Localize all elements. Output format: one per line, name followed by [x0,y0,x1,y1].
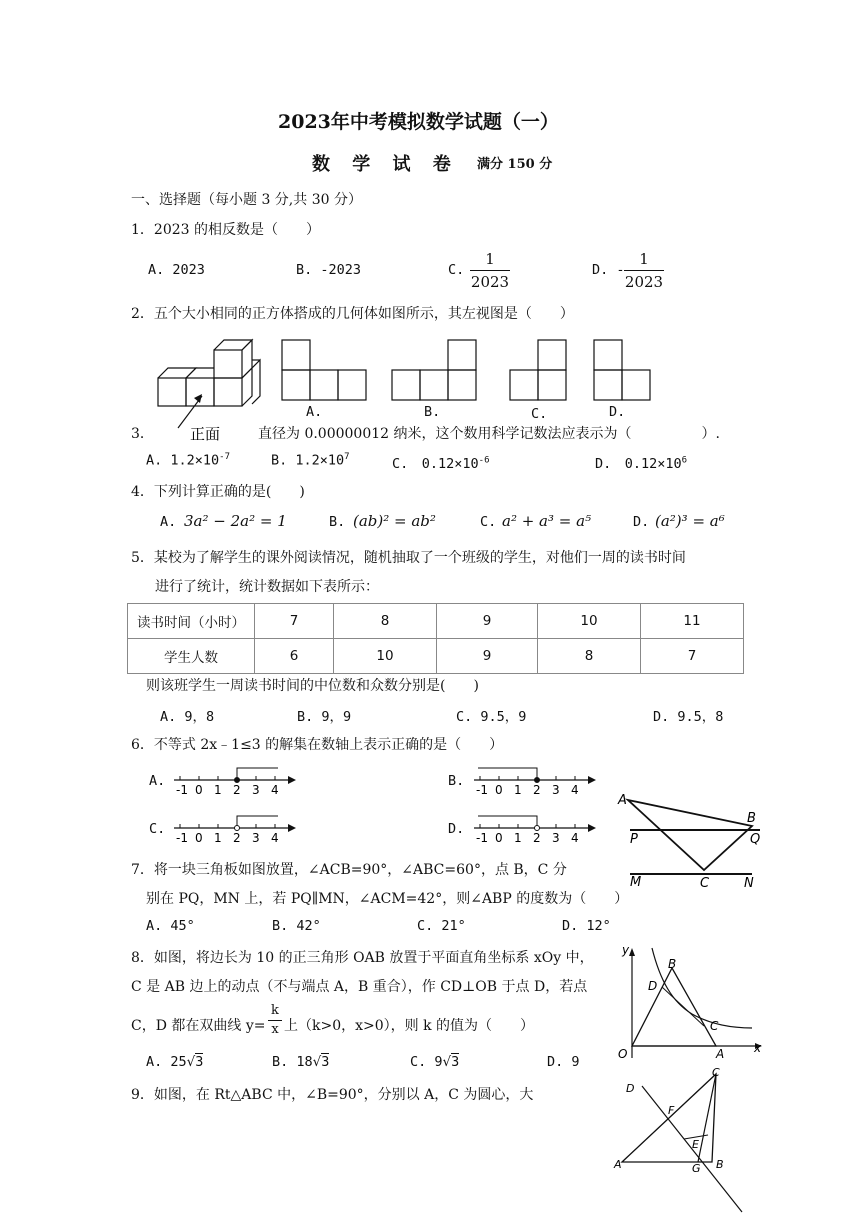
q6-number-line-c [170,808,300,848]
q5-option-c: C. 9.5，9 [456,709,527,725]
q8-k-over-x [268,1004,282,1037]
q9-ag-line [698,1074,716,1162]
q7-label-n: N [744,876,754,891]
q1-option-d-fraction [624,250,664,291]
q2-front-label: 正面 [190,425,221,443]
endpoint-dot [535,826,540,831]
q4-option-a-expr: 3a² − 2a² = 1 [184,512,287,530]
table-cell: 7 [255,604,334,639]
q8-cd-line [662,987,704,1026]
q3-c-exp: -6 [478,455,490,466]
q9-label-d: D [626,1082,635,1095]
tick-label: -1 [176,831,188,845]
q5-question: 则该班学生一周读书时间的中位数和众数分别是( ) [146,678,479,694]
tick-label: 4 [571,831,579,845]
q8-x: x [271,1022,279,1037]
table-cell: 11 [641,604,744,639]
q9-label-b: B [716,1158,724,1171]
q1-d-numerator: 1 [639,250,649,268]
table-cell: 10 [334,639,437,674]
q3-stem-number: 3． [131,426,154,442]
q9-figure [606,1066,756,1216]
q1-c-denominator: 2023 [470,273,510,291]
q4-stem: 4．下列计算正确的是( ) [131,484,305,500]
q3-stem: 直径为 0.00000012 纳米，这个数用科学记数法应表示为（ ）. [258,426,720,442]
q6-label-a: A. [149,773,166,789]
section-heading: 一、选择题（每小题 3 分,共 30 分） [131,192,362,208]
q4-option-a-label: A. [160,514,177,530]
table-cell: 6 [255,639,334,674]
q7-option-d: D. 12° [562,918,611,934]
q8-stem-line1: 8．如图，将边长为 10 的正三角形 OAB 放置于平面直角坐标系 xOy 中， [131,950,594,966]
tick-label: 3 [552,783,560,797]
q3-option-c [392,452,490,472]
q3-c-base: C. 0.12×10 [392,456,479,472]
table-cell: 8 [334,604,437,639]
q7-option-c: C. 21° [417,918,466,934]
table-cell: 7 [641,639,744,674]
q4-option-d-label: D. [633,514,650,530]
q7-label-a: A [618,793,627,808]
q1-option-c-fraction [470,250,510,291]
q8-c-radicand: 3 [451,1054,460,1070]
q6-label-c: C. [149,821,166,837]
q4-option-c-expr: a² + a³ = a⁵ [502,512,592,530]
tick-label: 0 [195,783,203,797]
arrow-icon [588,824,596,832]
q7-triangle [628,800,752,870]
q8-stem-line2: C 是 AB 边上的动点（不与端点 A，B 重合），作 CD⊥OB 于点 D，若点 [131,979,588,995]
q8-a-text: A. 25 [146,1054,187,1070]
page-title: 2023年中考模拟数学试题（一） [278,111,559,133]
q1-option-c-label: C. [448,262,465,278]
q8-label-c: C [710,1019,719,1033]
tick-label: 3 [252,831,260,845]
tick-label: 2 [533,831,541,845]
q6-label-b: B. [448,773,465,789]
q4-option-b-expr: (ab)² = ab² [353,512,436,530]
q8-option-b: B. 18√3 [272,1054,330,1070]
q5-option-d: D. 9.5，8 [653,709,724,725]
q9-stem: 9．如图，在 Rt△ABC 中，∠B=90°，分别以 A，C 为圆心，大 [131,1087,534,1103]
q7-label-m: M [630,875,642,890]
q4-option-d-expr: (a²)³ = a⁶ [655,512,725,530]
q8-label-x: x [754,1041,762,1055]
solution-ray [237,816,278,828]
q3-d-base: D. 0.12×10 [595,456,682,472]
q1-option-d-label: D. - [592,262,625,278]
q8-c-text: C. 9 [410,1054,443,1070]
q2-stem: 2．五个大小相同的正方体搭成的几何体如图所示，其左视图是（ ） [131,306,574,322]
tick-label: -1 [476,831,488,845]
table-cell: 学生人数 [128,639,255,674]
table-cell: 9 [437,639,538,674]
q1-d-denominator: 2023 [624,273,664,291]
table-row [128,639,744,674]
q2-option-c-shape [510,340,566,400]
q2-label-c: C. [531,406,548,422]
arrow-icon [288,776,296,784]
tick-label: 4 [271,831,279,845]
tick-label: 1 [514,831,522,845]
q2-label-a: A. [306,404,323,420]
paper-subtitle: 数 学 试 卷 [312,154,459,175]
endpoint-dot [235,778,240,783]
tick-label: 4 [271,783,279,797]
table-cell: 8 [538,639,641,674]
endpoint-dot [235,826,240,831]
q7-option-b: B. 42° [272,918,321,934]
q6-number-line-a [170,760,300,800]
q4-option-b-label: B. [329,514,346,530]
solution-ray [478,816,537,828]
q7-stem-line1: 7．将一块三角板如图放置，∠ACB=90°，∠ABC=60°，点 B，C 分 [131,862,567,878]
q9-label-a: A [614,1158,622,1171]
q7-side [628,800,752,826]
q7-figure [612,790,772,892]
q1-stem: 1．2023 的相反数是（ ） [131,222,320,238]
solution-ray [237,768,278,780]
tick-label: 3 [252,783,260,797]
q8-figure [612,940,772,1062]
q8-stem-line3a: C，D 都在双曲线 y= [131,1018,266,1034]
q8-k: k [271,1003,279,1018]
tick-label: -1 [176,783,188,797]
q7-label-b: B [747,811,756,826]
q1-c-numerator: 1 [485,250,495,268]
tick-label: 1 [214,783,222,797]
q5-option-b: B. 9，9 [297,709,352,725]
tick-label: 4 [571,783,579,797]
q8-option-d: D. 9 [547,1054,580,1070]
q3-d-exp: 6 [681,455,688,466]
q8-option-a: A. 25√3 [146,1054,204,1070]
q6-label-d: D. [448,821,465,837]
q8-hyperbola [652,948,752,1028]
tick-label: 0 [495,783,503,797]
q2-option-a-shape [282,340,366,400]
q8-option-c: C. 9√3 [410,1054,460,1070]
q8-label-b: B [668,957,677,971]
q6-number-line-b [470,760,600,800]
q5-data-table [127,603,744,674]
tick-label: 2 [233,831,241,845]
q3-option-a [146,452,230,469]
q3-option-b [271,452,350,469]
q3-option-d [595,452,687,472]
q8-y-arrow-icon [629,948,635,956]
tick-label: 0 [495,831,503,845]
q4-option-c-label: C. [480,514,497,530]
tick-label: 2 [533,783,541,797]
q8-label-a: A [716,1047,725,1061]
table-row [128,604,744,639]
q9-ac-line [622,1074,716,1162]
q2-option-b-shape [392,340,476,400]
table-cell: 9 [437,604,538,639]
q8-triangle [632,968,716,1046]
q1-option-a: A. 2023 [148,262,205,278]
q9-label-g: G [692,1162,701,1175]
tick-label: 0 [195,831,203,845]
q6-number-line-d [470,808,600,848]
full-score: 满分 150 分 [477,157,553,172]
q3-a-exp: -7 [219,452,230,462]
q3-b-exp: 7 [344,452,350,462]
tick-label: 3 [552,831,560,845]
q5-option-a: A. 9，8 [160,709,215,725]
q5-stem-line1: 5．某校为了解学生的课外阅读情况，随机抽取了一个班级的学生，对他们一周的读书时间 [131,550,686,566]
q7-label-q: Q [750,832,761,847]
solution-ray [478,768,537,780]
q8-label-y: y [622,943,630,957]
q7-label-c: C [700,876,710,891]
q8-stem-line3b: 上（k>0，x>0），则 k 的值为（ ） [284,1018,535,1034]
q7-stem-line2: 别在 PQ，MN 上，若 PQ∥MN，∠ACM=42°，则∠ABP 的度数为（ ） [146,891,629,907]
q9-label-c: C [712,1066,720,1079]
q9-label-e: E [692,1138,699,1151]
q1-option-b: B. -2023 [296,262,362,278]
q8-b-radicand: 3 [321,1054,330,1070]
table-cell: 10 [538,604,641,639]
q8-label-d: D [648,979,658,993]
q6-stem: 6．不等式 2x﹣1≤3 的解集在数轴上表示正确的是（ ） [131,737,504,753]
tick-label: -1 [476,783,488,797]
table-cell: 读书时间（小时） [128,604,255,639]
q5-stem-line2: 进行了统计，统计数据如下表所示： [155,579,379,595]
arrow-icon [288,824,296,832]
tick-label: 2 [233,783,241,797]
endpoint-dot [535,778,540,783]
q7-option-a: A. 45° [146,918,195,934]
arrow-icon [588,776,596,784]
q3-a-base: A. 1.2×10 [146,452,220,469]
q2-option-d-shape [594,340,650,400]
tick-label: 1 [514,783,522,797]
q9-label-f: F [668,1104,675,1117]
tick-label: 1 [214,831,222,845]
q3-b-base: B. 1.2×10 [271,452,345,469]
q8-b-text: B. 18 [272,1054,313,1070]
q2-solid-3d [158,340,260,406]
q8-label-o: O [618,1047,628,1061]
q7-label-p: P [630,832,638,847]
q2-label-d: D. [609,404,626,420]
q2-label-b: B. [424,404,441,420]
q8-a-radicand: 3 [195,1054,204,1070]
